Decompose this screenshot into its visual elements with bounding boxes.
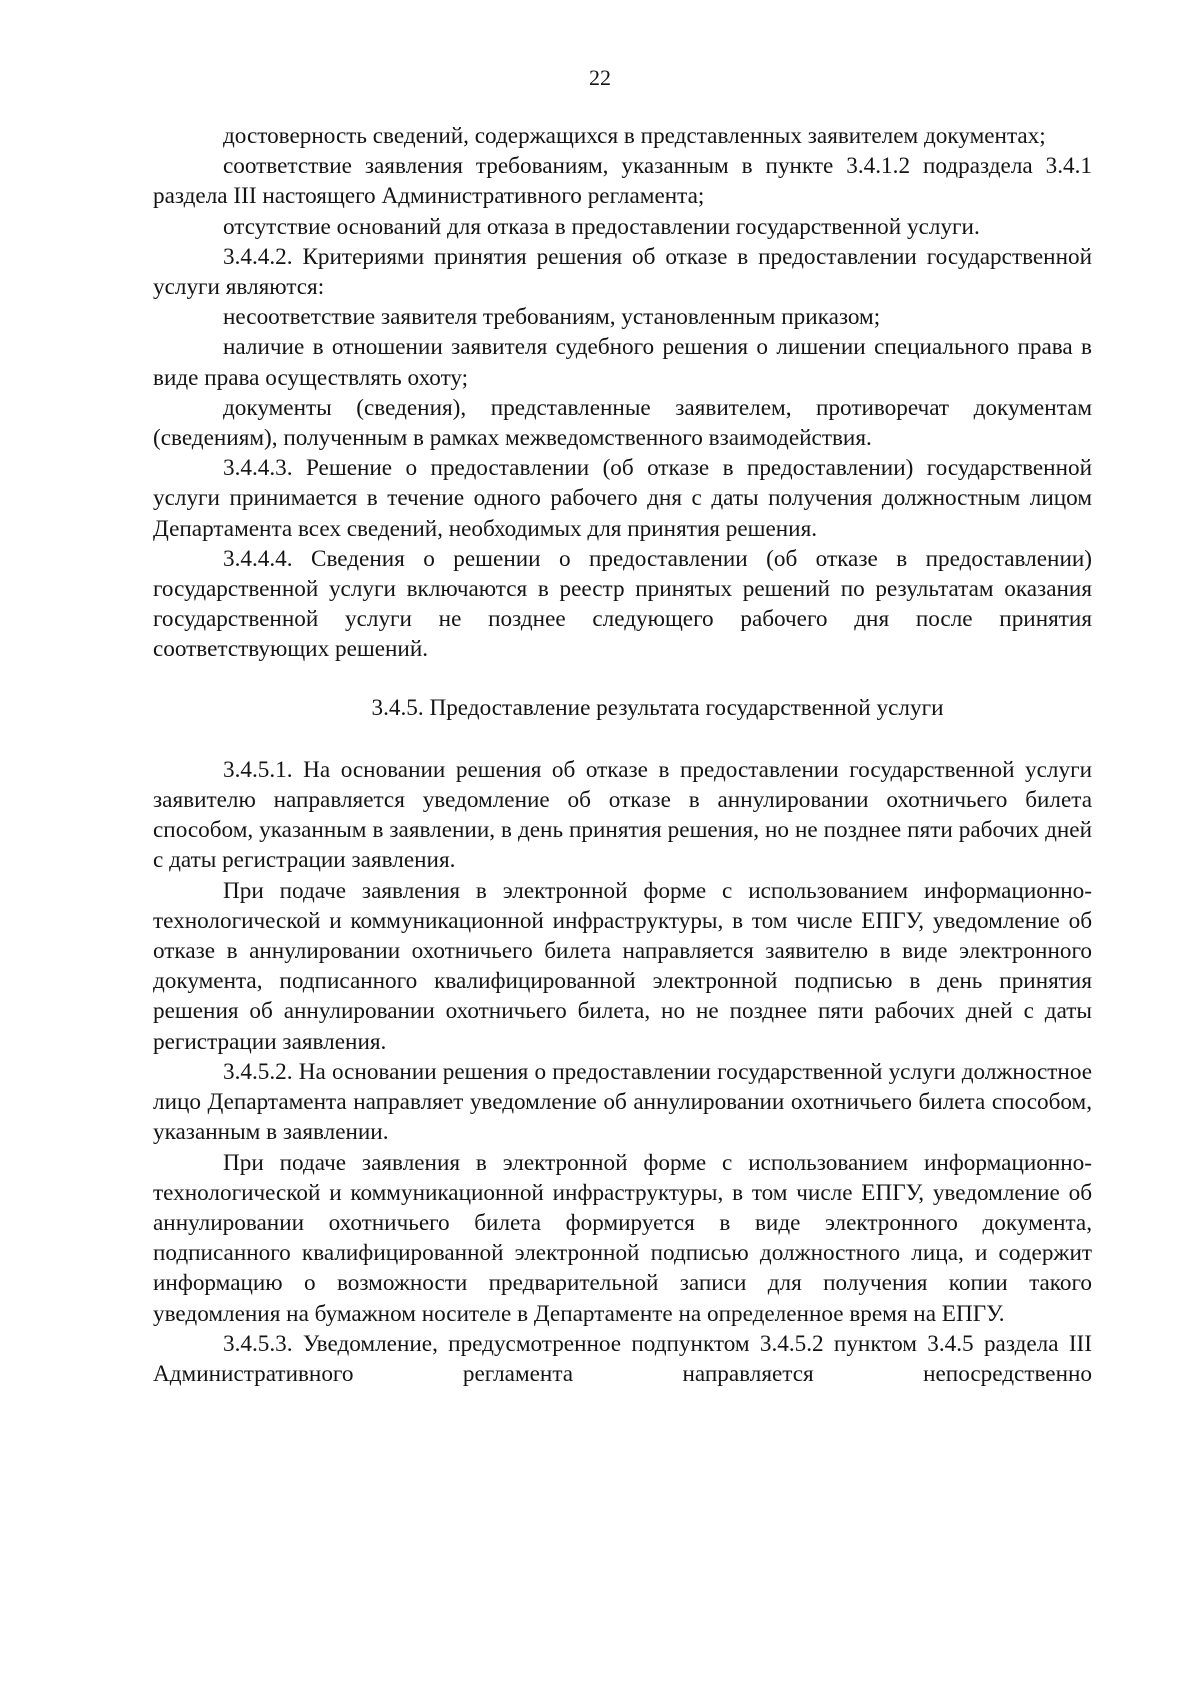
paragraph: При подаче заявления в электронной форме с использованием информационно-технологической и коммуникационной инфраструктуры, в том числе ЕПГУ, уведомление об аннулировании охотничьего билета формируется в виде электронного документа, подписанного квалифицированной электронной подписью должностного лица, и содержит информацию о возможности предварительной записи для получения копии такого уведомления на бумажном носителе в Департаменте на определенное время на ЕПГУ. (153, 1149, 1092, 1327)
paragraph: 3.4.5.3. Уведомление, предусмотренное подпунктом 3.4.5.2 пунктом 3.4.5 раздела III Административного регламента направляется непосредственно (153, 1330, 1092, 1387)
paragraph: достоверность сведений, содержащихся в представленных заявителем документах; (223, 123, 1046, 149)
document-body (153, 121, 1092, 1389)
paragraph: отсутствие оснований для отказа в предоставлении государственной услуги. (223, 213, 980, 240)
paragraph: соответствие заявления требованиям, указанным в пункте 3.4.1.2 подраздела 3.4.1 раздела III настоящего Административного регламента; (153, 153, 1092, 210)
section-heading: 3.4.5. Предоставление результата государственной услуги (371, 694, 944, 721)
paragraph: При подаче заявления в электронной форме с использованием информационно-технологической и коммуникационной инфраструктуры, в том числе ЕПГУ, уведомление об отказе в аннулировании охотничьего билета направляется заявителю в виде электронного документа, подписанного квалифицированной электронной подписью в день принятия решения об аннулировании охотничьего билета, но не позднее пяти рабочих дней с даты регистрации заявления. (153, 877, 1092, 1055)
paragraph: 3.4.5.1. На основании решения об отказе в предоставлении государственной услуги заявителю направляется уведомление об отказе в аннулировании охотничьего билета способом, указанным в заявлении, в день принятия решения, но не позднее пяти рабочих дней с даты регистрации заявления. (153, 756, 1092, 874)
paragraph: 3.4.4.3. Решение о предоставлении (об отказе в предоставлении) государственной услуги принимается в течение одного рабочего дня с даты получения должностным лицом Департамента всех сведений, необходимых для принятия решения. (153, 455, 1092, 542)
page-number: 22 (589, 65, 611, 90)
paragraph: документы (сведения), представленные заявителем, противоречат документам (сведениям), полученным в рамках межведомственного взаимодействия. (153, 394, 1092, 452)
paragraph: наличие в отношении заявителя судебного решения о лишении специального права в виде права осуществлять охоту; (153, 334, 1092, 391)
paragraph: несоответствие заявителя требованиям, установленным приказом; (223, 304, 881, 331)
paragraph: 3.4.4.4. Сведения о решении о предоставлении (об отказе в предоставлении) государственной услуги включаются в реестр принятых решений по результатам оказания государственной услуги не позднее следующего рабочего дня после принятия соответствующих решений. (153, 545, 1092, 663)
paragraph: 3.4.5.2. На основании решения о предоставлении государственной услуги должностное лицо Департамента направляет уведомление об аннулировании охотничьего билета способом, указанным в заявлении. (153, 1058, 1092, 1146)
paragraph: 3.4.4.2. Критериями принятия решения об отказе в предоставлении государственной услуги являются: (153, 243, 1092, 301)
